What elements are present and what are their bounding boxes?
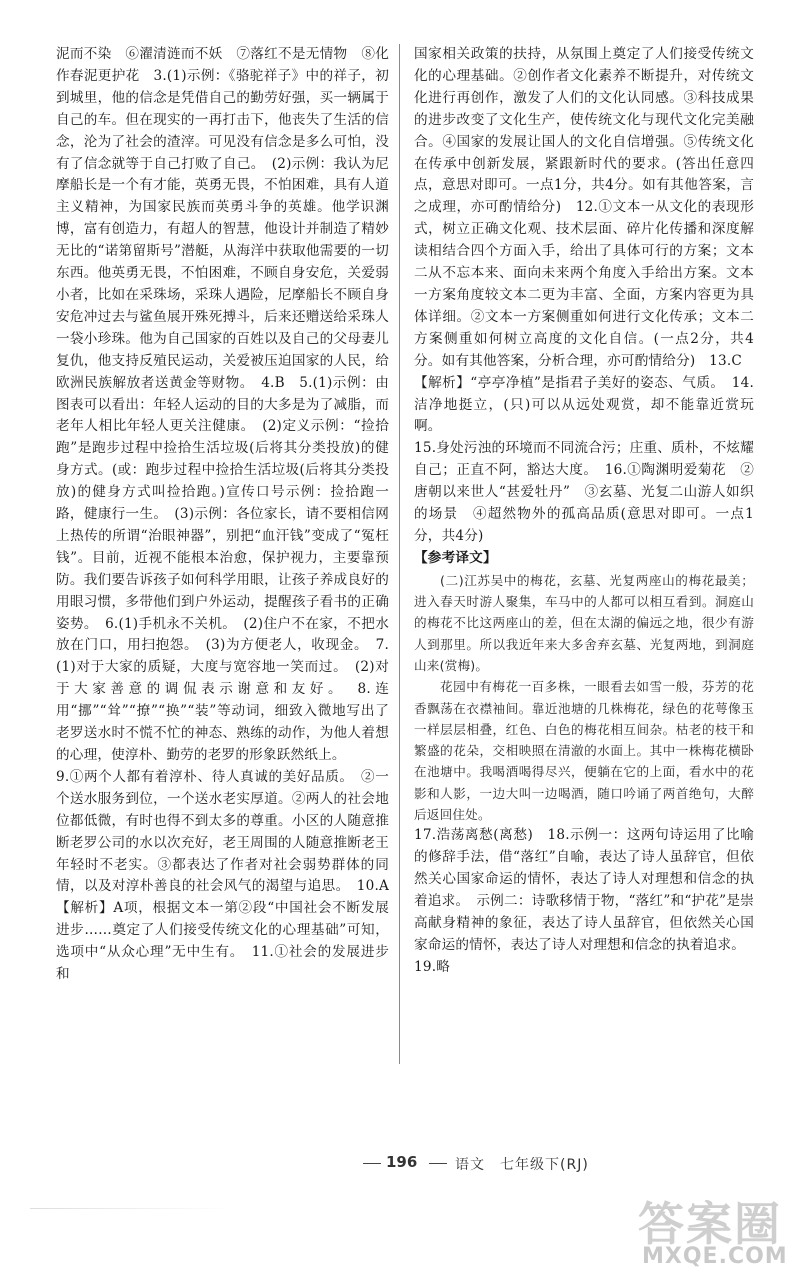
left-paragraph: 泥而不染 ⑥濯清涟而不妖 ⑦落红不是无情物 ⑧化作春泥更护花 3.(1)示例：《骆驼祥子》中的祥子，初到城里，他的信念是凭借自己的勤劳好强，买一辆属于自己的车。但在现实的一再打击下，他丧失了生活的信念，沦为了社会的渣滓。可见没有信念是多么可怕，没有了信念就等于自己打败了自己。 (2)示例：我认为尼摩船长是一个有才能，英勇无畏，不怕困难，具有人道主义精神，为国家民族而英勇斗争的英雄。他学识渊博，富有创造力，有超人的智慧，他设计并制造了精妙无比的“诺第留斯号”潜艇，从海洋中获取他需要的一切东西。他英勇无畏，不怕困难，不顾自身安危，关爱弱小者，比如在采珠场，采珠人遇险，尼摩船长不顾自身安危冲过去与鲨鱼展开殊死搏斗，后来还赠送给采珠人一袋小珍珠。他为自己国家的百姓以及自己的父母妻儿复仇，他支持反殖民运动，关爱被压迫国家的人民，给欧洲民族解放者送黄金等财物。 4.B 5.(1)示例：由图表可以看出：年轻人运动的目的大多是为了减脂，而老年人相比年轻人更关注健康。 (2)定义示例：“捡拾跑”是跑步过程中捡拾生活垃圾(后将其分类投放)的健身方式。(或：跑步过程中捡拾生活垃圾(后将其分类投放)的健身方式叫捡拾跑。)宣传口号示例：捡拾跑一路，健康行一生。 (3)示例：各位家长，请不要相信网上热传的所谓“治眼神器”，别把“血汗钱”变成了“冤枉钱”。目前，近视不能根本治愈，保护视力，主要靠预防。我们要告诉孩子如何科学用眼，让孩子养成良好的用眼习惯，多带他们到户外运动，提醒孩子看书的正确姿势。 6.(1)手机永不关机。 (2)住户不在家，不把水放在门口，用扫抱怨。 (3)为方便老人，收现金。 7.(1)对于大家的质疑，大度与宽容地一笑而过。 (2)对于大家善意的调侃表示谢意和友好。 8.连用“挪”“耸”“撩”“换”“装”等动词，细致入微地写出了老罗送水时不慌不忙的神态、熟练的动作，为他人着想的心理，使淳朴、勤劳的老罗的形象跃然纸上。 <box>56 46 389 763</box>
answer-paragraph: 国家相关政策的扶持，从氛围上奠定了人们接受传统文化的心理基础。②创作者文化素养不断提升，对传统文化进行再创作，激发了人们的文化认同感。③科技成果的进步改变了文化生产，使传统文化与现代文化完美融合。④国家的发展让国人的文化自信增强。⑤传统文化在传承中创新发展，紧跟新时代的要求。(答出任意四点，意思对即可。一点1分，共4分。如有其他答案，言之成理，亦可酌情给分) 12.①文本一从文化的表现形式，树立正确文化观、技术层面、碎片化传播和深度解读相结合四个方面入手，给出了具体可行的方案；文本二从不忘本来、面向未来两个角度入手给出方案。文本一方案角度较文本二更为丰富、全面，方案内容更为具体详细。②文本一方案侧重如何进行文化传承；文本二方案侧重如何树立高度的文化自信。(一点2分，共4分。如有其他答案，分析合理，亦可酌情给分) 13.C <box>414 46 754 369</box>
answer-paragraph: 19.略 <box>414 958 451 975</box>
watermark-url: MXQE.COM <box>642 1244 788 1269</box>
page-number: 196 <box>386 1153 418 1171</box>
left-column <box>56 44 389 986</box>
translation-header: 【参考译文】 <box>414 549 497 566</box>
page-footer <box>0 1151 810 1179</box>
answer-paragraph: 17.浩荡离愁(离愁) 18.示例一：这两句诗运用了比喻的修辞手法，借“落红”自喻，表达了诗人虽辞官，但依然关心国家命运的情怀，表达了诗人对理想和信念的执着追求。 示例二：诗歌移情于物，“落红”和“护花”是崇高献身精神的象征，表达了诗人虽辞官，但依然关心国家命运的情怀，表达了诗人对理想和信念的执着追求。 <box>414 827 754 953</box>
translation-paragraph: 花园中有梅花一百多株，一眼看去如雪一般，芬芳的花香飘荡在衣襟袖间。靠近池塘的几株梅花，绿色的花萼像玉一样层层相叠，红色、白色的梅花相互间杂。枯老的枝干和繁盛的花朵，交相映照在清澈的水面上。其中一株梅花横卧在池塘中。我喝酒喝得尽兴，便躺在它的上面，看水中的花影和人影，一边大叫一边喝酒，随口吟诵了两首绝句，大醉后返回住处。 <box>414 679 754 823</box>
watermark-logo <box>628 1184 788 1276</box>
left-paragraph: 9.①两个人都有着淳朴、待人真诚的美好品质。 ②一个送水服务到位，一个送水老实厚道。②两人的社会地位都低微，有时也得不到太多的尊重。小区的人随意推断老罗公司的水以次充好，老王周围的人随意推断老王年轻时不老实。③都表达了作者对社会弱势群体的同情，以及对淳朴善良的社会风气的渴望与追思。 10.A 【解析】A项，根据文本一第②段“中国社会不断发展进步……奠定了人们接受传统文化的心理基础”可知，选项中“从众心理”无中生有。 11.①社会的发展进步和 <box>56 768 389 983</box>
bottom-rule <box>30 1208 230 1209</box>
answer-paragraph: 15.身处污浊的环境而不同流合污；庄重、质朴，不炫耀自己；正直不阿，豁达大度。 16.①陶渊明爱菊花 ②唐朝以来世人“甚爱牡丹” ③玄墓、光复二山游人如织的场景 ④超然物外的孤高品质(意思对即可。一点1分，共4分) <box>414 440 754 544</box>
footer-dash <box>429 1163 447 1164</box>
translation-paragraph: (二)江苏吴中的梅花，玄墓、光复两座山的梅花最美；进入春天时游人聚集，车马中的人都可以相互看到。洞庭山的梅花不比这两座山的差，但在太湖的偏远之地，很少有游人到那里。所以我近年来大多舍弃玄墓、光复两地，到洞庭山来(赏梅)。 <box>414 572 754 673</box>
right-column <box>414 44 754 979</box>
footer-dash <box>363 1163 381 1164</box>
analysis-paragraph: 【解析】“亭亭净植”是指君子美好的姿态、气质。 14.洁净地挺立，(只)可以从远处观赏，却不能靠近赏玩啊。 <box>414 374 754 435</box>
column-divider <box>399 44 400 1064</box>
footer-subject: 语文 七年级下(RJ) <box>455 1157 589 1173</box>
watermark-text: 答案圈 <box>638 1197 782 1251</box>
